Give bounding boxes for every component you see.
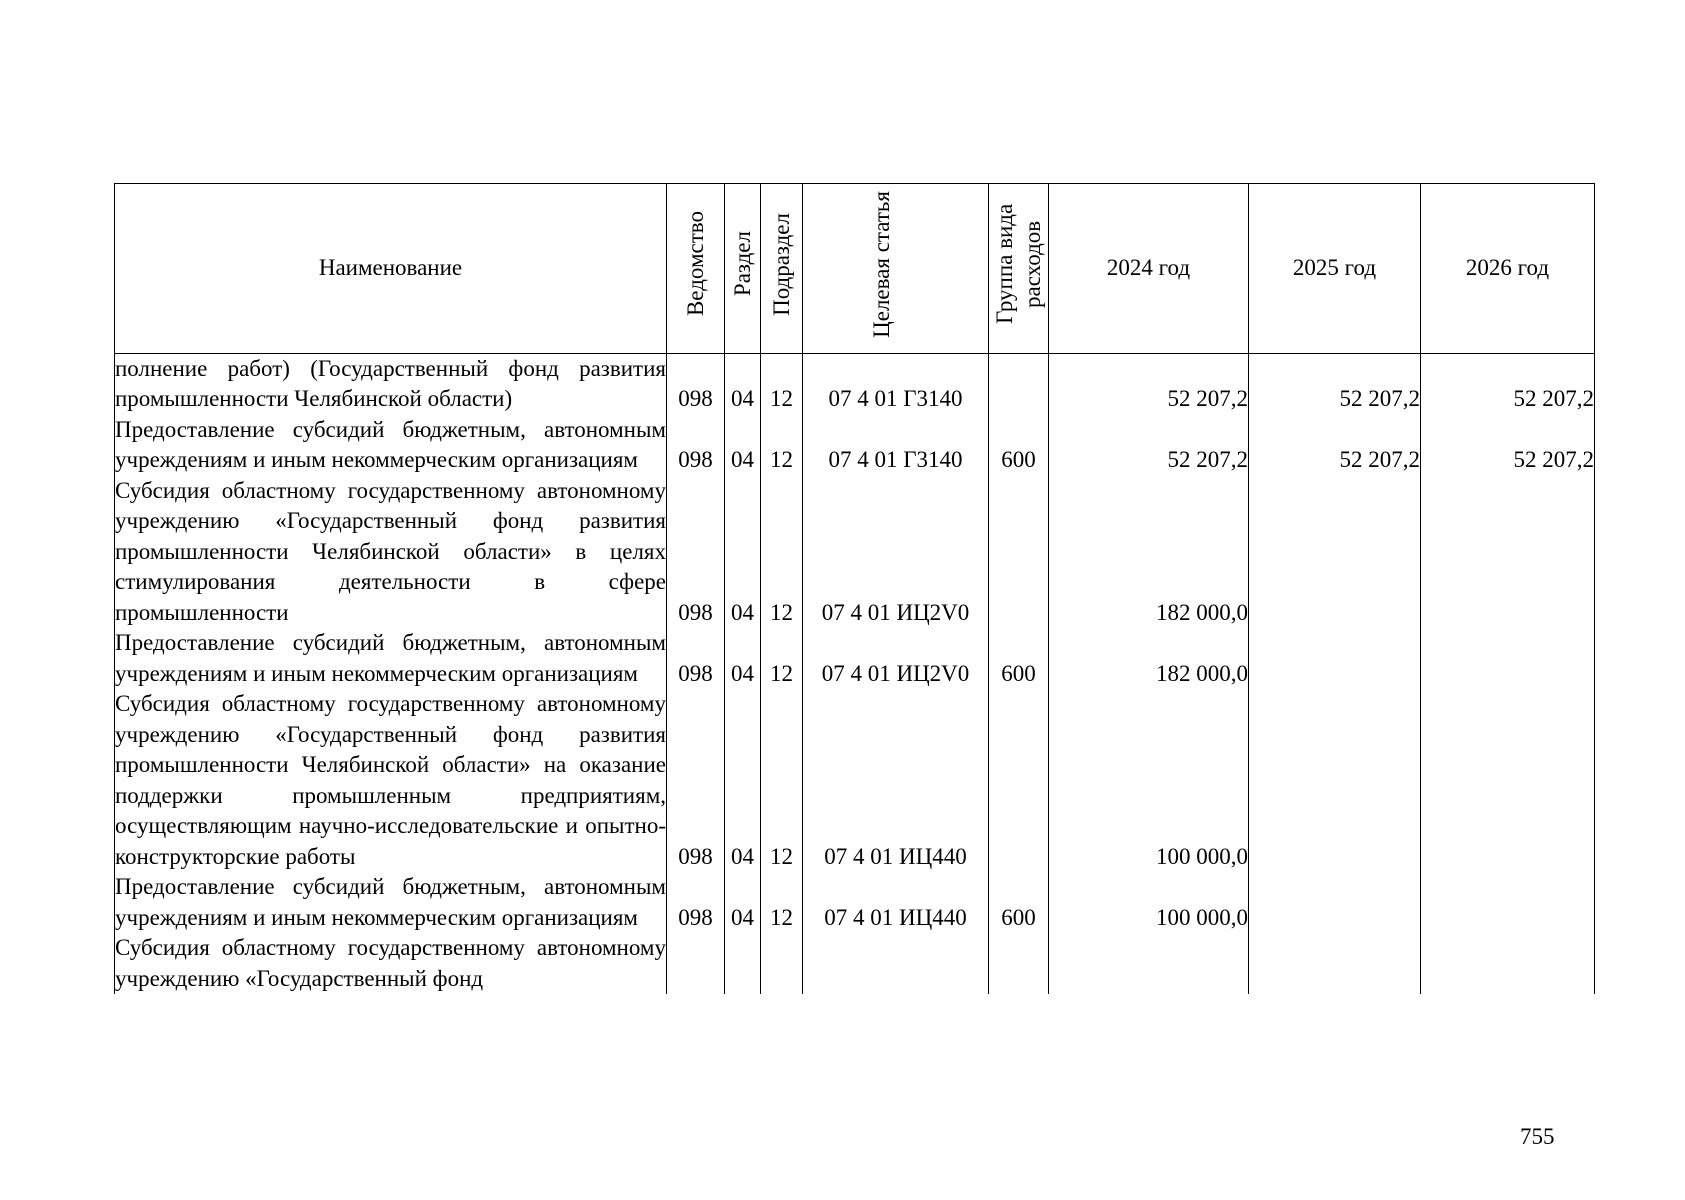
cell-y2024: 182 000,0 [1049, 628, 1249, 689]
cell-y2026: 52 207,2 [1421, 415, 1595, 476]
table-row [115, 353, 1595, 415]
cell-y2024: 100 000,0 [1049, 689, 1249, 872]
cell-celevaya: 07 4 01 ИЦ440 [803, 872, 989, 933]
cell-ved: 098 [667, 689, 725, 872]
cell-name: Предоставление субсидий бюджетным, автономным учреждениям и иным некоммерческим организациям [115, 872, 667, 933]
cell-name: Предоставление субсидий бюджетным, автономным учреждениям и иным некоммерческим организациям [115, 415, 667, 476]
header-podrazdel: Подраздел [761, 184, 803, 354]
cell-gruppa [989, 353, 1049, 415]
cell-podrazdel: 12 [761, 872, 803, 933]
cell-y2024: 52 207,2 [1049, 353, 1249, 415]
table-row [115, 933, 1595, 994]
cell-y2025 [1249, 872, 1421, 933]
cell-y2026 [1421, 476, 1595, 629]
cell-celevaya: 07 4 01 Г3140 [803, 353, 989, 415]
table-row [115, 872, 1595, 933]
cell-y2025 [1249, 628, 1421, 689]
cell-podrazdel: 12 [761, 628, 803, 689]
cell-name: Субсидия областному государственному автономному учреждению «Государственный фонд развития промышленности Челябинской области» в целях стимулирования деятельности в сфере промышленности [115, 476, 667, 629]
cell-celevaya [803, 933, 989, 994]
cell-razdel: 04 [725, 628, 761, 689]
header-gruppa: Группа вида расходов [989, 184, 1049, 354]
cell-razdel: 04 [725, 476, 761, 629]
cell-razdel: 04 [725, 415, 761, 476]
header-name: Наименование [115, 184, 667, 354]
cell-celevaya: 07 4 01 ИЦ2V0 [803, 476, 989, 629]
cell-y2025 [1249, 476, 1421, 629]
cell-gruppa [989, 689, 1049, 872]
header-2025: 2025 год [1249, 184, 1421, 354]
budget-table [114, 183, 1595, 994]
cell-y2024: 182 000,0 [1049, 476, 1249, 629]
cell-gruppa: 600 [989, 872, 1049, 933]
cell-name: Субсидия областному государственному автономному учреждению «Государственный фонд развития промышленности Челябинской области» на оказание поддержки промышленным предприятиям, осуществляющим научно-исследовательские и опытно-конструкторские работы [115, 689, 667, 872]
cell-podrazdel [761, 933, 803, 994]
table-row [115, 415, 1595, 476]
cell-y2026: 52 207,2 [1421, 353, 1595, 415]
cell-y2024: 52 207,2 [1049, 415, 1249, 476]
cell-ved [667, 933, 725, 994]
header-razdel: Раздел [725, 184, 761, 354]
cell-celevaya: 07 4 01 ИЦ2V0 [803, 628, 989, 689]
cell-y2026 [1421, 872, 1595, 933]
table-body [115, 353, 1595, 994]
cell-ved: 098 [667, 628, 725, 689]
cell-ved: 098 [667, 872, 725, 933]
header-2024: 2024 год [1049, 184, 1249, 354]
cell-y2025: 52 207,2 [1249, 353, 1421, 415]
cell-ved: 098 [667, 476, 725, 629]
cell-razdel: 04 [725, 353, 761, 415]
cell-podrazdel: 12 [761, 353, 803, 415]
header-vedomstvo: Ведомство [667, 184, 725, 354]
cell-celevaya: 07 4 01 ИЦ440 [803, 689, 989, 872]
page-number: 755 [1520, 1124, 1555, 1149]
cell-y2026 [1421, 933, 1595, 994]
cell-y2025: 52 207,2 [1249, 415, 1421, 476]
cell-name: Предоставление субсидий бюджетным, автономным учреждениям и иным некоммерческим организациям [115, 628, 667, 689]
cell-y2026 [1421, 689, 1595, 872]
cell-name: полнение работ) (Государственный фонд развития промышленности Челябинской области) [115, 353, 667, 415]
cell-gruppa: 600 [989, 415, 1049, 476]
cell-y2026 [1421, 628, 1595, 689]
cell-razdel: 04 [725, 689, 761, 872]
cell-gruppa: 600 [989, 628, 1049, 689]
cell-y2024 [1049, 933, 1249, 994]
table-header-row [115, 184, 1595, 354]
table-row [115, 476, 1595, 629]
cell-razdel: 04 [725, 872, 761, 933]
table-row [115, 689, 1595, 872]
cell-ved: 098 [667, 415, 725, 476]
cell-y2025 [1249, 933, 1421, 994]
cell-celevaya: 07 4 01 Г3140 [803, 415, 989, 476]
header-celevaya: Целевая статья [803, 184, 989, 354]
cell-podrazdel: 12 [761, 689, 803, 872]
header-2026: 2026 год [1421, 184, 1595, 354]
cell-gruppa [989, 476, 1049, 629]
cell-podrazdel: 12 [761, 415, 803, 476]
cell-ved: 098 [667, 353, 725, 415]
cell-y2025 [1249, 689, 1421, 872]
cell-gruppa [989, 933, 1049, 994]
cell-y2024: 100 000,0 [1049, 872, 1249, 933]
table-row [115, 628, 1595, 689]
cell-name: Субсидия областному государственному автономному учреждению «Государственный фонд [115, 933, 667, 994]
cell-podrazdel: 12 [761, 476, 803, 629]
cell-razdel [725, 933, 761, 994]
